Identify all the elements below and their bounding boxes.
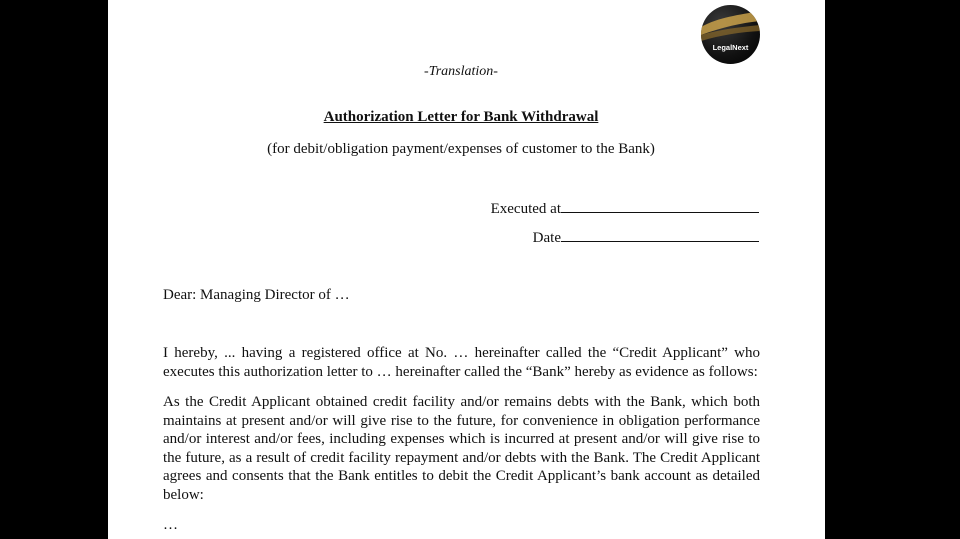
executed-at-field xyxy=(491,198,759,218)
paragraph-consent: As the Credit Applicant obtained credit facility and/or remains debts with the Bank, which both maintains at present and/or will give rise to the future, for convenience in obligation performance and/or interest and/or fees, including expenses which is incurred at present and/or will give rise to the future, as a result of credit facility repayment and/or debts with the Bank. The Credit Applicant agrees and consents that the Bank entitles to debit the Credit Applicant’s bank account as detailed below: xyxy=(163,394,760,503)
date-field xyxy=(533,227,759,247)
continuation-ellipsis: … xyxy=(163,517,178,533)
logo-label: LegalNext xyxy=(712,43,749,52)
legalnext-logo xyxy=(701,5,760,64)
date-blank-line xyxy=(561,227,759,242)
document-page xyxy=(108,0,825,539)
translation-label: -Translation- xyxy=(424,64,498,79)
date-label: Date xyxy=(532,230,561,246)
document-heading: Authorization Letter for Bank Withdrawal xyxy=(323,109,599,125)
executed-at-label: Executed at xyxy=(490,201,561,217)
document-subheading: (for debit/obligation payment/expenses of customer to the Bank) xyxy=(267,141,655,157)
paragraph-intro: I hereby, ... having a registered office at No. … hereinafter called the “Credit Applicant” who executes this authorization letter to … hereinafter called the “Bank” hereby as evidence as follows: xyxy=(163,345,760,380)
executed-at-blank-line xyxy=(561,198,759,213)
salutation: Dear: Managing Director of … xyxy=(163,287,350,303)
